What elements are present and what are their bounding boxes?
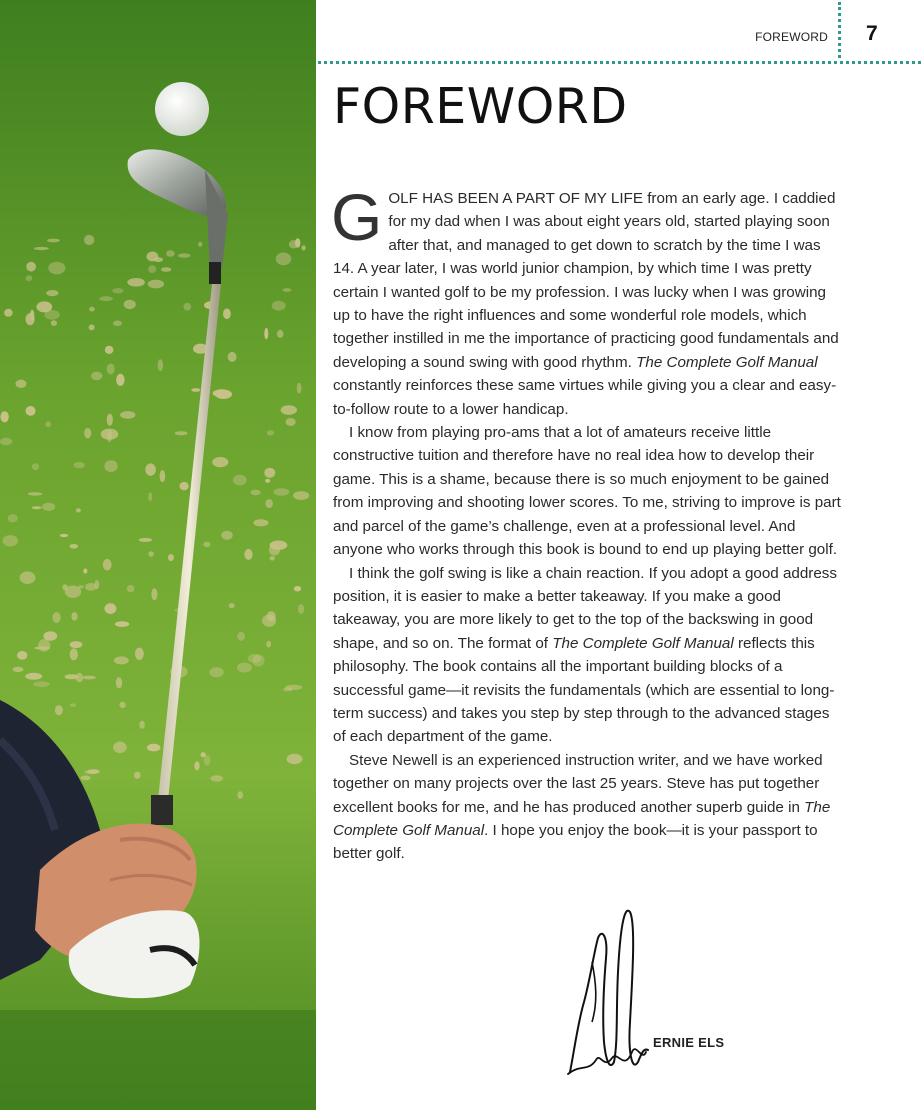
sand-particle: [178, 253, 191, 257]
dotted-rule: [318, 61, 921, 64]
header-dotted-divider: [838, 2, 841, 58]
sand-particle: [113, 321, 122, 327]
sand-particle: [194, 761, 199, 770]
sand-particle: [180, 482, 189, 490]
sand-particle: [114, 656, 129, 664]
sand-particle: [46, 290, 58, 296]
sand-particle: [244, 549, 252, 560]
sand-particle: [120, 411, 135, 419]
sand-particle: [124, 300, 136, 309]
sand-particle: [286, 418, 296, 426]
sand-particle: [30, 310, 34, 320]
sand-particle: [233, 475, 247, 486]
sand-particle: [101, 429, 119, 440]
sand-particle: [285, 685, 302, 690]
sand-particle: [294, 586, 301, 591]
sand-particle: [277, 330, 284, 338]
sand-particle: [204, 755, 211, 766]
sand-particle: [8, 514, 18, 522]
sand-particle: [60, 534, 68, 537]
sand-particle: [53, 612, 61, 623]
paragraph-4-tail: . I hope you enjoy the book—it is your passport to better golf.: [333, 821, 818, 863]
sand-particle: [301, 245, 305, 250]
sand-particle: [17, 651, 27, 660]
sand-particle: [84, 770, 99, 774]
sand-particle: [139, 538, 152, 542]
sand-particle: [84, 428, 91, 438]
sand-particle: [13, 667, 24, 672]
sand-particle: [168, 554, 174, 561]
sand-particle: [42, 503, 55, 511]
sand-particle: [51, 320, 57, 326]
sand-particle: [26, 275, 33, 281]
sand-particle: [147, 252, 159, 262]
sand-particle: [248, 654, 262, 663]
sand-particle: [276, 253, 292, 266]
sand-particle: [32, 506, 42, 509]
sand-particle: [134, 772, 141, 779]
paragraph-4-text: Steve Newell is an experienced instruction writer, and we have worked together on many projects over the last 25 years. Steve has put together excellent books for me, and he has produced another superb guide in: [333, 751, 823, 816]
sand-particle: [85, 583, 97, 591]
sand-particle: [116, 374, 124, 386]
sand-particle: [26, 406, 36, 416]
sand-particle: [267, 430, 274, 435]
sand-particle: [237, 791, 243, 799]
sand-particle: [104, 460, 117, 472]
sand-particle: [148, 265, 156, 273]
sand-particle: [33, 681, 50, 687]
sand-particle: [151, 588, 157, 600]
sand-particle: [47, 239, 60, 243]
sand-particle: [91, 372, 102, 381]
sand-particle: [65, 674, 79, 679]
sand-particle: [273, 488, 289, 495]
paragraph-3-text: I think the golf swing is like a chain reaction. If you adopt a good address position, it is easier to make a better takeaway. If you make a good takeaway, you are more likely to get to the top of the backswing in good shape, and so on. The format of: [333, 564, 837, 652]
book-title: The Complete Golf Manual: [333, 798, 831, 839]
paragraph-1-text: from an early age. I caddied for my dad when I was about eight years old, started playing soon after that, and managed to get down to scratch by the time I was 14. A year later, I was world junior champion, by which time I was pretty certain I wanted golf to be my profession. I was lucky when I was growing up to have the right influences and some wonderful role models, which together instilled in me the importance of practicing good fundamentals and developing a sound swing with good rhythm.: [333, 190, 839, 371]
sand-particle: [76, 508, 81, 512]
sand-particle: [104, 603, 116, 614]
foreword-body: [331, 180, 843, 866]
sand-particle: [264, 328, 268, 339]
sand-particle: [20, 571, 36, 584]
sand-particle: [62, 584, 68, 590]
paragraph-3-tail: reflects this philosophy. The book contains all the important building blocks of a successful game—it revisits the fundamentals (which are essential to long-term success) and takes you step by step through to the advanced stages of each department of the game.: [333, 634, 835, 746]
sand-particle: [34, 247, 49, 250]
sand-particle: [32, 463, 39, 470]
sand-particle: [26, 262, 36, 272]
sand-particle: [210, 775, 223, 781]
sand-particle: [135, 648, 144, 660]
sand-particle: [113, 742, 127, 754]
running-header-section: FOREWORD: [755, 30, 828, 44]
sand-particle: [281, 405, 297, 415]
paragraph-2: I know from playing pro-ams that a lot of amateurs receive little constructive tuition and therefore have no real idea how to develop their game. This is a shame, because there is so much enjoyment to be gained from improving and shooting lower scores. To me, striving to improve is part and parcel of the game’s challenge, even at a professional level. And anyone who works through this book is bound to end up playing better golf.: [333, 424, 841, 559]
sand-particle: [148, 280, 164, 289]
sand-particle: [250, 490, 260, 496]
page-title: FOREWORD: [333, 78, 628, 135]
sand-particle: [175, 431, 188, 435]
sand-particle: [89, 307, 95, 312]
sand-particle: [16, 380, 27, 388]
sand-particle: [266, 641, 271, 648]
sand-particle: [48, 262, 65, 275]
sand-particle: [237, 632, 245, 641]
sand-particle: [228, 352, 237, 362]
sand-particle: [270, 556, 275, 561]
sand-particle: [84, 235, 94, 245]
sand-particle: [209, 667, 223, 677]
sand-particle: [107, 414, 113, 426]
sand-particle: [81, 776, 91, 781]
sand-particle: [78, 585, 84, 588]
sand-particle: [74, 462, 85, 468]
sand-particle: [148, 492, 152, 501]
sand-particle: [298, 604, 304, 614]
sand-particle: [272, 301, 286, 311]
sand-particle: [253, 519, 268, 526]
sand-particle: [4, 309, 13, 317]
sand-particle: [3, 535, 19, 546]
sand-particle: [184, 303, 192, 311]
book-title: The Complete Golf Manual: [552, 634, 734, 652]
sand-particle: [160, 470, 166, 482]
sand-particle: [70, 641, 83, 648]
paragraph-1-tail: constantly reinforces these same virtues while giving you a clear and easy-to-follow route to a lower handicap.: [333, 377, 837, 418]
sand-particle: [38, 639, 50, 652]
sand-particle: [0, 411, 8, 422]
golf-photo: [0, 0, 316, 1110]
sand-particle: [191, 388, 200, 392]
sand-particle: [293, 491, 309, 500]
sand-particle: [28, 492, 43, 496]
sand-particle: [266, 499, 273, 508]
sand-particle: [148, 551, 154, 556]
sand-particle: [105, 346, 114, 354]
sand-particle: [198, 242, 202, 247]
sand-particle: [25, 673, 42, 680]
sand-particle: [71, 612, 77, 621]
sand-particle: [158, 359, 163, 371]
drop-cap: G: [331, 180, 383, 254]
sand-particle: [70, 544, 79, 549]
sand-particle: [139, 721, 144, 729]
sand-particle: [83, 568, 87, 573]
sand-particle: [127, 585, 135, 592]
sand-particle: [213, 389, 231, 397]
sand-particle: [89, 324, 95, 330]
page-number: 7: [866, 22, 878, 45]
paragraph-3: [333, 562, 843, 749]
sand-particle: [0, 438, 12, 445]
sand-particle: [107, 364, 115, 375]
sand-particle: [287, 754, 303, 764]
sand-particle: [262, 615, 276, 627]
sand-particle: [264, 468, 275, 478]
sand-particle: [112, 288, 123, 293]
paragraph-1: [331, 180, 843, 421]
sand-particle: [269, 545, 280, 556]
sand-particle: [45, 421, 51, 427]
sand-particle: [229, 603, 235, 608]
sand-particle: [119, 702, 125, 708]
sand-particle: [297, 383, 302, 394]
sand-particle: [166, 250, 175, 257]
sand-particle: [99, 296, 113, 301]
sand-particle: [289, 240, 299, 248]
sand-particle: [83, 676, 96, 680]
sand-particle: [70, 703, 76, 706]
sand-particle: [127, 278, 145, 287]
sand-particle: [103, 559, 112, 571]
sand-particle: [55, 705, 63, 715]
lead-in: OLF HAS BEEN A PART OF MY LIFE: [388, 190, 643, 207]
sand-particle: [221, 531, 232, 540]
sand-particle: [116, 677, 122, 688]
sand-particle: [145, 463, 156, 475]
sand-particle: [147, 744, 160, 752]
sand-particle: [70, 648, 78, 660]
sand-particle: [237, 663, 252, 673]
book-title: The Complete Golf Manual: [636, 353, 818, 371]
sand-particle: [265, 479, 270, 483]
sand-particle: [203, 542, 210, 547]
sand-particle: [44, 310, 59, 320]
handwritten-signature: [562, 902, 654, 1086]
sand-particle: [282, 288, 291, 292]
sand-particle: [223, 309, 231, 320]
sand-particle: [212, 457, 228, 467]
paragraph-4: [333, 749, 843, 866]
sand-particle: [115, 621, 129, 627]
sand-particle: [161, 267, 171, 272]
signer-name: ERNIE ELS: [653, 1035, 725, 1050]
